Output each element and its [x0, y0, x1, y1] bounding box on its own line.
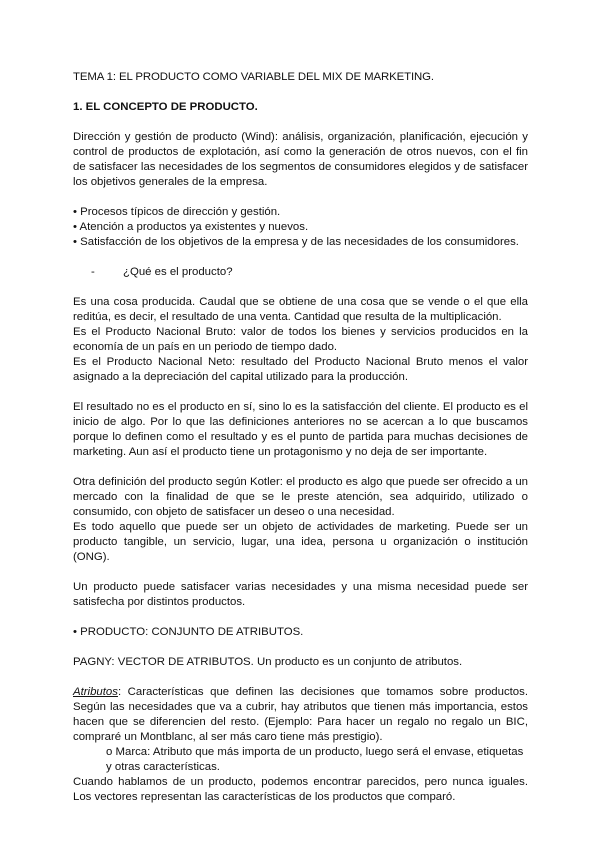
attributes-text: : Características que definen las decisiones que tomamos sobre productos. Según las necesidades que va a cubrir, hay atributos que tienen más importancia, estos hacen que se diferencien del resto. (Ejemplo: Para hacer un regalo no regalo un BIC, compraré un Montblanc, al ser más caro tiene más prestigio). [73, 686, 528, 743]
bullet-item: • Atención a productos ya existentes y nuevos. [73, 221, 309, 233]
pagny-paragraph: PAGNY: VECTOR DE ATRIBUTOS. Un producto es un conjunto de atributos. [73, 656, 463, 668]
product-bullet: • PRODUCTO: CONJUNTO DE ATRIBUTOS. [73, 626, 304, 638]
closing-paragraph: Cuando hablamos de un producto, podemos encontrar parecidos, pero nunca iguales. Los vectores representan las características de los productos que comparó. [73, 776, 528, 803]
document-page [73, 70, 528, 805]
marca-item: o Marca: Atributo que más importa de un producto, luego será el envase, etiquetas y otras características. [106, 746, 524, 773]
document-title: TEMA 1: EL PRODUCTO COMO VARIABLE DEL MIX DE MARKETING. [73, 71, 434, 83]
definition-paragraph: Es el Producto Nacional Neto: resultado del Producto Nacional Bruto menos el valor asignado a la depreciación del capital utilizado para la producción. [73, 356, 528, 383]
result-paragraph: El resultado no es el producto en sí, sino lo es la satisfacción del cliente. El producto es el inicio de algo. Por lo que las definiciones anteriores no se acercan a lo que buscamos porque lo definen como el resultado y es el punto de partida para muchas decisiones de marketing. Aun así el producto tiene un protagonismo y no deja de ser importante. [73, 401, 528, 458]
bullet-item: • Satisfacción de los objetivos de la empresa y de las necesidades de los consumidores. [73, 236, 519, 248]
definition-paragraph: Es una cosa producida. Caudal que se obtiene de una cosa que se vende o el que ella reditúa, es decir, el resultado de una venta. Cantidad que resulta de la multiplicación. [73, 296, 528, 323]
attributes-paragraph [73, 685, 528, 745]
intro-paragraph: Dirección y gestión de producto (Wind): análisis, organización, planificación, ejecución y control de productos de explotación, así como la generación de otros nuevos, con el fin de satisfacer las necesidades de los segmentos de consumidores elegidos y de satisfacer los objetivos generales de la empresa. [73, 131, 528, 188]
dash-marker: - [91, 266, 95, 278]
question-text: ¿Qué es el producto? [123, 266, 233, 278]
definition-paragraph: Es el Producto Nacional Bruto: valor de todos los bienes y servicios producidos en la economía de un país en un periodo de tiempo dado. [73, 326, 528, 353]
kotler-paragraph: Es todo aquello que puede ser un objeto de actividades de marketing. Puede ser un producto tangible, un servicio, lugar, una idea, persona u organización o institución (ONG). [73, 521, 528, 563]
section-heading: 1. EL CONCEPTO DE PRODUCTO. [73, 101, 258, 113]
bullet-item: • Procesos típicos de dirección y gestión. [73, 206, 281, 218]
attributes-label: Atributos [73, 686, 118, 698]
question-item [73, 265, 528, 280]
satisfy-paragraph: Un producto puede satisfacer varias necesidades y una misma necesidad puede ser satisfecha por distintos productos. [73, 581, 528, 608]
kotler-paragraph: Otra definición del producto según Kotler: el producto es algo que puede ser ofrecido a un mercado con la finalidad de que se le preste atención, sea adquirido, utilizado o consumido, con objeto de satisfacer un deseo o una necesidad. [73, 476, 528, 518]
